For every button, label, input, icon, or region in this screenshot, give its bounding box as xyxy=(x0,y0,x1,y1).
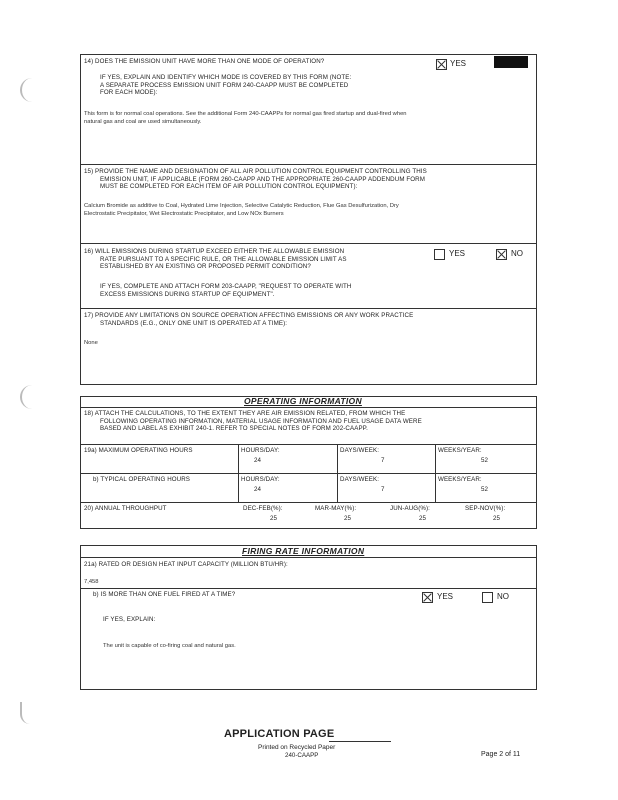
q14-instruction: A SEPARATE PROCESS EMISSION UNIT FORM 240-CAAPP MUST BE COMPLETED xyxy=(100,81,349,89)
divider xyxy=(80,588,537,589)
q16-yes-checkbox[interactable] xyxy=(434,249,445,260)
max-days-week-value: 7 xyxy=(381,457,385,464)
form-number: 240-CAAPP xyxy=(285,752,319,759)
q14-instruction: IF YES, EXPLAIN AND IDENTIFY WHICH MODE IS COVERED BY THIS FORM (NOTE: xyxy=(100,74,352,81)
q14-answer: This form is for normal coal operations. See the additional Form 240-CAAPPs for normal gas fired startup and dual-fired when xyxy=(84,111,407,117)
divider xyxy=(80,444,537,445)
q17-question: STANDARDS (E.G., ONLY ONE UNIT IS OPERATED AT A TIME): xyxy=(100,319,288,327)
days-week-label: DAYS/WEEK: xyxy=(340,476,380,483)
divider xyxy=(80,308,537,309)
q16-question: ESTABLISHED BY AN EXISTING OR PROPOSED PERMIT CONDITION? xyxy=(100,263,311,270)
q18-instruction: BASED AND LABEL AS EXHIBIT 240-1. REFER TO SPECIAL NOTES OF FORM 202-CAAPP. xyxy=(100,425,368,432)
binder-hole-mark xyxy=(20,702,36,724)
jun-aug-value: 25 xyxy=(419,515,426,522)
operating-information-header: OPERATING INFORMATION xyxy=(244,396,362,406)
column-divider xyxy=(435,444,436,502)
recycled-paper-note: Printed on Recycled Paper xyxy=(258,744,336,751)
column-divider xyxy=(337,444,338,502)
q16-question: RATE PURSUANT TO A SPECIFIC RULE, OR THE ALLOWABLE EMISSION LIMIT AS xyxy=(100,255,347,263)
q14-instruction: FOR EACH MODE): xyxy=(100,89,158,96)
q17-question: 17) PROVIDE ANY LIMITATIONS ON SOURCE OPERATION AFFECTING EMISSIONS OR ANY WORK PRACTICE xyxy=(84,312,414,319)
divider xyxy=(80,502,537,503)
q15-question: MUST BE COMPLETED FOR EACH ITEM OF AIR POLLUTION CONTROL EQUIPMENT): xyxy=(100,183,358,190)
q16-no-checkbox[interactable] xyxy=(496,249,507,260)
typ-weeks-year-value: 52 xyxy=(481,486,488,493)
q16-question: 16) WILL EMISSIONS DURING STARTUP EXCEED EITHER THE ALLOWABLE EMISSION xyxy=(84,248,345,255)
q15-answer: Electrostatic Precipitator, Wet Electrostatic Precipitator, and Low NOx Burners xyxy=(84,210,284,217)
weeks-year-label: WEEKS/YEAR: xyxy=(438,447,482,454)
application-page-label: APPLICATION PAGE xyxy=(224,728,335,740)
q21a-question: 21a) RATED OR DESIGN HEAT INPUT CAPACITY (MILLION BTU/HR): xyxy=(84,561,288,568)
heat-input-capacity-value: 7,458 xyxy=(84,579,99,585)
dec-feb-value: 25 xyxy=(270,515,277,522)
divider xyxy=(80,407,537,408)
annual-throughput-label: 20) ANNUAL THROUGHPUT xyxy=(84,505,167,512)
divider xyxy=(80,164,537,165)
redaction-block xyxy=(494,56,528,68)
q21b-answer: The unit is capable of co-firing coal and natural gas. xyxy=(103,643,236,649)
q21b-question: b) IS MORE THAN ONE FUEL FIRED AT A TIME? xyxy=(93,591,236,598)
firing-rate-header: FIRING RATE INFORMATION xyxy=(242,546,365,556)
q21b-explain-label: IF YES, EXPLAIN: xyxy=(103,616,156,623)
column-divider xyxy=(238,444,239,502)
weeks-year-label: WEEKS/YEAR: xyxy=(438,476,482,483)
page-number: Page 2 of 11 xyxy=(481,751,521,758)
application-page-blank xyxy=(329,741,391,742)
q14-question: 14) DOES THE EMISSION UNIT HAVE MORE THAN ONE MODE OF OPERATION? xyxy=(84,58,325,65)
q16-instruction: EXCESS EMISSIONS DURING STARTUP OF EQUIPMENT". xyxy=(100,290,275,298)
sep-nov-value: 25 xyxy=(493,515,500,522)
q21b-no-label: NO xyxy=(497,592,509,601)
divider xyxy=(80,243,537,244)
q21b-yes-label: YES xyxy=(437,592,454,601)
q21b-yes-checkbox[interactable] xyxy=(422,592,433,603)
q17-answer: None xyxy=(84,340,98,346)
days-week-label: DAYS/WEEK: xyxy=(340,447,380,454)
q16-yes-label: YES xyxy=(449,249,466,258)
q16-no-label: NO xyxy=(511,249,523,258)
max-hours-day-value: 24 xyxy=(254,457,261,464)
q18-instruction: 18) ATTACH THE CALCULATIONS, TO THE EXTENT THEY ARE AIR EMISSION RELATED, FROM WHICH THE xyxy=(84,410,406,417)
q21b-no-checkbox[interactable] xyxy=(482,592,493,603)
binder-hole-mark xyxy=(20,78,36,102)
hours-day-label: HOURS/DAY: xyxy=(241,447,280,454)
q18-instruction: FOLLOWING OPERATING INFORMATION, MATERIAL USAGE INFORMATION AND FUEL USAGE DATA WERE xyxy=(100,417,422,425)
q14-yes-checkbox[interactable] xyxy=(436,59,447,70)
typical-operating-hours-label: b) TYPICAL OPERATING HOURS xyxy=(93,476,191,483)
mar-may-label: MAR-MAY(%): xyxy=(315,505,357,512)
dec-feb-label: DEC-FEB(%): xyxy=(243,505,283,512)
q15-question: 15) PROVIDE THE NAME AND DESIGNATION OF ALL AIR POLLUTION CONTROL EQUIPMENT CONTROLLING THIS xyxy=(84,168,427,175)
typ-days-week-value: 7 xyxy=(381,486,385,493)
q15-question: EMISSION UNIT, IF APPLICABLE (FORM 260-CAAPP AND THE APPROPRIATE 260-CAAPP ADDENDUM FORM xyxy=(100,175,426,183)
jun-aug-label: JUN-AUG(%): xyxy=(390,505,430,512)
q14-answer: natural gas and coal are used simultaneously. xyxy=(84,118,202,125)
q15-answer: Calcium Bromide as additive to Coal, Hydrated Lime Injection, Selective Catalytic Reduction, Flue Gas Desulfurization, Dry xyxy=(84,203,399,209)
questions-14-17-section xyxy=(80,54,537,385)
mar-may-value: 25 xyxy=(344,515,351,522)
hours-day-label: HOURS/DAY: xyxy=(241,476,280,483)
typ-hours-day-value: 24 xyxy=(254,486,261,493)
divider xyxy=(80,557,537,558)
q16-instruction: IF YES, COMPLETE AND ATTACH FORM 203-CAAPP, "REQUEST TO OPERATE WITH xyxy=(100,283,352,290)
max-weeks-year-value: 52 xyxy=(481,457,488,464)
sep-nov-label: SEP-NOV(%): xyxy=(465,505,506,512)
max-operating-hours-label: 19a) MAXIMUM OPERATING HOURS xyxy=(84,447,193,454)
divider xyxy=(80,473,537,474)
q14-yes-label: YES xyxy=(450,59,467,68)
binder-hole-mark xyxy=(20,385,36,409)
